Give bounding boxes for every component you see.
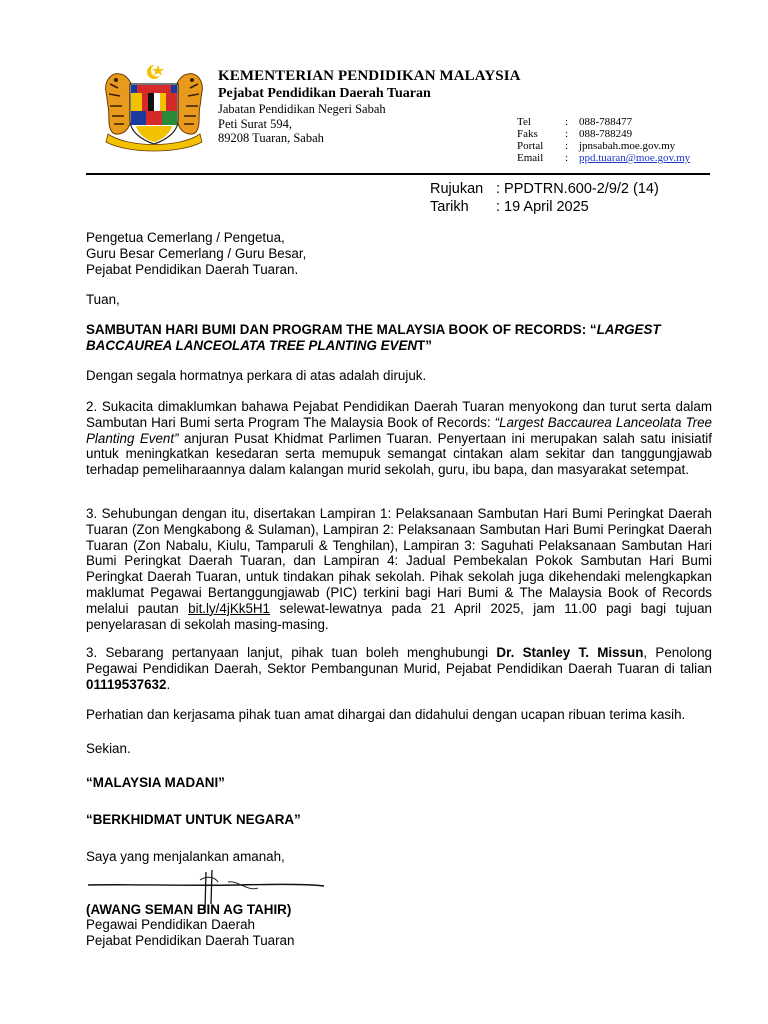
contact-label: Faks [517,128,538,140]
sign-intro: Saya yang menjalankan amanah, [86,849,285,864]
para2-part-1: 2. Sukacita dimaklumkan bahawa Pejabat Pendidikan Daerah Tuaran menyokong dan turut serta dalam Sambutan Hari Bumi serta Program The Malaysia Book of Records: [86,399,712,430]
signatory-office: Pejabat Pendidikan Daerah Tuaran [86,933,295,948]
para2-italic: “Largest Baccaurea Lanceolata Tree Planting Event” [86,414,712,446]
contact-value: 088-788249 [579,128,633,140]
paragraph-5: Perhatian dan kerjasama pihak tuan amat dihargai dan didahului dengan ucapan ribuan terima kasih. [86,707,686,722]
para2-part-2: anjuran Pusat Khidmat Parlimen Tuaran. Penyertaan ini merupakan salah satu inisiatif untuk meningkatkan kesedaran serta memupuk semangat cintakan alam sekitar dan tanggungjawab terhadap pemeliharaannya dalam kalangan murid sekolah, guru, ibu bapa, dan masyarakat setempat. [86,430,713,478]
contact-phone: 01119537632 [86,676,167,692]
reference-tarikh [430,199,589,215]
para4-part-3: . [166,676,171,692]
contact-separator: : [565,128,569,140]
slogan-berkhidmat: “BERKHIDMAT UNTUK NEGARA” [86,812,301,827]
paragraph-2 [86,399,712,478]
contact-label: Email [517,152,544,164]
subject-part-2: T” [417,337,432,353]
recipient-line-3: Pejabat Pendidikan Daerah Tuaran. [86,262,299,277]
contact-value: jpnsabah.moe.gov.my [579,140,676,152]
email-link[interactable]: ppd.tuaran@moe.gov.my [579,152,691,164]
subject-heading [86,322,712,354]
registration-link[interactable]: bit.ly/4jKk5H1 [188,600,271,616]
contact-label: Tel [517,116,531,128]
para4-part-1: 3. Sebarang pertanyaan lanjut, pihak tuan boleh menghubungi [86,645,497,660]
contact-person: Dr. Stanley T. Missun [496,645,644,660]
contact-label: Portal [517,140,544,152]
paragraph-3 [86,506,712,632]
contact-separator: : [565,140,569,152]
contact-tel [517,116,632,128]
reference-rujukan [430,181,659,197]
address-line-1: Peti Surat 594, [218,117,292,131]
subject-part-1: SAMBUTAN HARI BUMI DAN PROGRAM THE MALAYSIA BOOK OF RECORDS: “ [86,322,597,337]
contact-separator: : [565,152,569,164]
department-name: Jabatan Pendidikan Negeri Sabah [218,102,386,116]
para3-part-2: selewat-lewatnya pada 21 April 2025, jam 11.00 pagi bagi tujuan penyelarasan di sekolah masing-masing. [86,600,712,632]
rujukan-value: : PPDTRN.600-2/9/2 (14) [496,181,659,197]
tarikh-label: Tarikh [430,199,469,215]
ministry-name: KEMENTERIAN PENDIDIKAN MALAYSIA [218,68,521,84]
office-name: Pejabat Pendidikan Daerah Tuaran [218,86,431,101]
signatory-title: Pegawai Pendidikan Daerah [86,917,255,932]
address-line-2: 89208 Tuaran, Sabah [218,131,324,145]
contact-email [517,152,690,164]
contact-value: 088-788477 [579,116,633,128]
subject-italic: LARGEST BACCAUREA LANCEOLATA TREE PLANTING EVEN [86,322,661,353]
salutation: Tuan, [86,292,120,307]
coat-of-arms-icon [98,62,210,154]
closing: Sekian. [86,741,131,756]
para3-part-1: 3. Sehubungan dengan itu, disertakan Lampiran 1: Pelaksanaan Sambutan Hari Bumi Peringkat Daerah Tuaran (Zon Mengkabong & Sulaman), Lampiran 2: Pelaksanaan Sambutan Hari Bumi Peringkat Daerah Tuaran (Zon Nabalu, Kiulu, Tamparuli & Tenghilan), Lampiran 3: Saguhati Pelaksanaan Sambutan Hari Bumi Peringkat Daerah Tuaran, dan Lampiran 4: Jadual Pembekalan Pokok Sambutan Hari Bumi Peringkat Daerah Tuaran, untuk tindakan pihak sekolah. Pihak sekolah juga dikehendaki melengkapkan maklumat Pegawai Bertanggungjawab (PIC) terkini bagi Hari Bumi & The Malaysia Book of Records melalui pautan [86,506,712,616]
rujukan-label: Rujukan [430,181,484,197]
slogan-malaysia-madani: “MALAYSIA MADANI” [86,775,225,790]
signatory-name: (AWANG SEMAN BIN AG TAHIR) [86,902,292,917]
header-divider [86,173,710,175]
tarikh-value: : 19 April 2025 [496,199,589,215]
contact-fax [517,128,632,140]
paragraph-4 [86,645,712,692]
contact-separator: : [565,116,569,128]
recipient-line-2: Guru Besar Cemerlang / Guru Besar, [86,246,307,261]
paragraph-1: Dengan segala hormatnya perkara di atas adalah dirujuk. [86,368,427,383]
recipient-line-1: Pengetua Cemerlang / Pengetua, [86,230,285,245]
para4-part-2: , Penolong Pegawai Pendidikan Daerah, Sektor Pembangunan Murid, Pejabat Pendidikan Daerah Tuaran di talian [86,645,712,676]
contact-portal [517,140,675,152]
